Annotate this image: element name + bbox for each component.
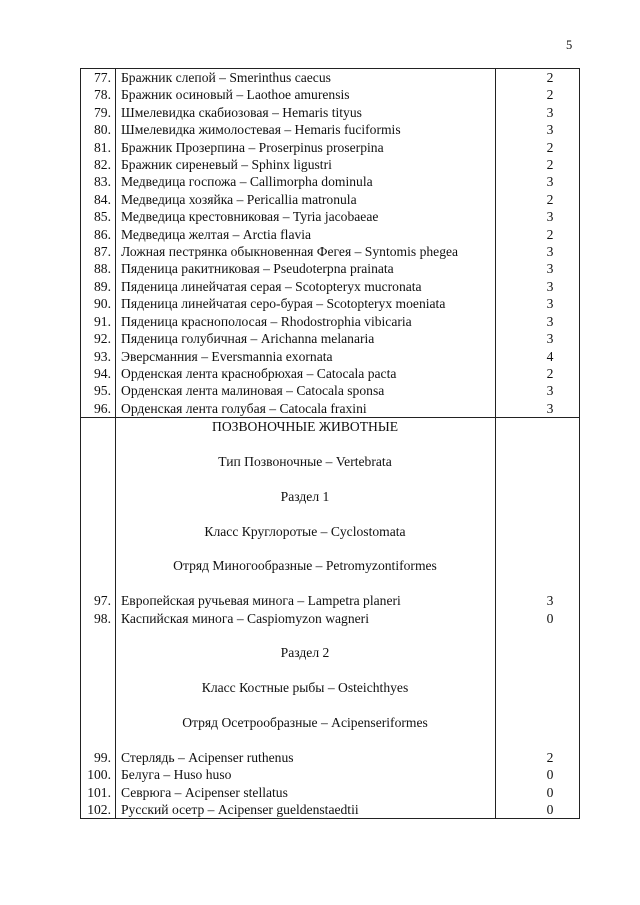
order-petromyzontiformes-heading: Отряд Миногообразные – Petromyzontiformes: [173, 558, 437, 574]
table-row: [81, 348, 579, 365]
vertebrates-title: ПОЗВОНОЧНЫЕ ЖИВОТНЫЕ: [212, 419, 398, 435]
row-number: 78.: [94, 87, 111, 103]
table-row: [81, 104, 579, 121]
row-number: 94.: [94, 365, 111, 381]
row-number: 100.: [87, 767, 111, 783]
category-value: 4: [546, 348, 554, 364]
row-number: 77.: [94, 70, 111, 85]
category-value: 3: [546, 261, 554, 277]
species-name: Бражник сиреневый – Sphinx ligustri: [121, 157, 332, 173]
species-name: Медведица хозяйка – Pericallia matronula: [121, 191, 357, 207]
species-name: Русский осетр – Acipenser gueldenstaedtii: [121, 801, 359, 817]
table-row: [81, 243, 579, 260]
table-row: [81, 610, 579, 627]
species-name: Бражник осиновый – Laothoe amurensis: [121, 87, 350, 103]
category-value: 2: [546, 749, 554, 765]
row-number: 89.: [94, 278, 111, 294]
class-cyclostomata-heading: Класс Круглоротые – Cyclostomata: [204, 523, 406, 539]
category-value: 3: [546, 400, 554, 416]
table-row: [81, 592, 579, 609]
row-number: 88.: [94, 261, 111, 277]
table-row: [81, 173, 579, 190]
category-value: 3: [546, 209, 554, 225]
species-name: Пяденица голубичная – Arichanna melanaria: [121, 331, 375, 347]
table-row: [81, 226, 579, 243]
table-row: [81, 330, 579, 347]
category-value: 2: [546, 70, 554, 85]
category-value: 3: [546, 122, 554, 138]
species-name: Медведица желтая – Arctia flavia: [121, 226, 312, 242]
row-number: 81.: [94, 139, 111, 155]
row-number: 90.: [94, 296, 111, 312]
table-row: [81, 121, 579, 138]
page-number: 5: [566, 38, 573, 52]
category-value: 3: [546, 593, 554, 609]
species-name: Пяденица линейчатая серо-бурая – Scotopteryx moeniata: [121, 296, 446, 312]
species-name: Медведица крестовниковая – Tyria jacobaeae: [121, 209, 379, 225]
row-number: 102.: [87, 801, 111, 817]
row-number: 86.: [94, 226, 111, 242]
category-value: 0: [546, 801, 554, 817]
species-name: Пяденица краснополосая – Rhodostrophia vibicaria: [121, 313, 412, 329]
category-value: 3: [546, 278, 554, 294]
species-name: Белуга – Huso huso: [121, 767, 232, 783]
table-row: [81, 191, 579, 208]
row-number: 96.: [94, 400, 111, 416]
species-name: Пяденица линейчатая серая – Scotopteryx mucronata: [121, 278, 422, 294]
category-value: 3: [546, 383, 554, 399]
species-name: Бражник слепой – Smerinthus caecus: [121, 70, 331, 85]
row-number: 95.: [94, 383, 111, 399]
category-value: 0: [546, 610, 554, 626]
category-value: 3: [546, 313, 554, 329]
table-row: [81, 278, 579, 295]
category-value: 2: [546, 157, 554, 173]
column-divider-number: [115, 69, 116, 417]
section-1-heading: Раздел 1: [280, 488, 330, 504]
order-acipenseriformes-heading: Отряд Осетрообразные – Acipenseriformes: [182, 714, 428, 730]
column-divider-number: [115, 418, 116, 818]
row-number: 80.: [94, 122, 111, 138]
species-name: Орденская лента краснобрюхая – Catocala pacta: [121, 365, 397, 381]
table-row: [81, 260, 579, 277]
table-row: [81, 208, 579, 225]
table-row: [81, 749, 579, 766]
row-number: 92.: [94, 331, 111, 347]
species-name: Европейская ручьевая минога – Lampetra planeri: [121, 593, 401, 609]
species-name: Бражник Прозерпина – Proserpinus proserpina: [121, 139, 384, 155]
table-row: [81, 69, 579, 86]
species-name: Каспийская минога – Caspiomyzon wagneri: [121, 610, 369, 626]
row-number: 93.: [94, 348, 111, 364]
species-name: Шмелевидка жимолостевая – Hemaris fuciformis: [121, 122, 401, 138]
row-number: 97.: [94, 593, 111, 609]
class-osteichthyes-heading: Класс Костные рыбы – Osteichthyes: [201, 680, 409, 696]
category-value: 2: [546, 139, 554, 155]
category-value: 3: [546, 104, 554, 120]
species-name: Шмелевидка скабиозовая – Hemaris tityus: [121, 104, 362, 120]
table-row: [81, 156, 579, 173]
table-row: [81, 86, 579, 103]
category-value: 3: [546, 174, 554, 190]
category-value: 0: [546, 784, 554, 800]
species-name: Севрюга – Acipenser stellatus: [121, 784, 288, 800]
table-row: [81, 400, 579, 417]
row-number: 79.: [94, 104, 111, 120]
category-value: 2: [546, 365, 554, 381]
row-number: 91.: [94, 313, 111, 329]
species-name: Ложная пестрянка обыкновенная Фегея – Syntomis phegea: [121, 244, 459, 260]
vertebrates-block: [81, 418, 579, 818]
species-name: Орденская лента малиновая – Catocala sponsa: [121, 383, 385, 399]
table-row: [81, 801, 579, 818]
table-row: [81, 382, 579, 399]
species-name: Пяденица ракитниковая – Pseudoterpna prainata: [121, 261, 394, 277]
category-value: 2: [546, 191, 554, 207]
table-row: [81, 139, 579, 156]
lamprey-rows: [81, 592, 579, 627]
column-divider-category: [495, 69, 496, 417]
column-divider-category: [495, 418, 496, 818]
row-number: 101.: [87, 784, 111, 800]
row-number: 85.: [94, 209, 111, 225]
row-number: 98.: [94, 610, 111, 626]
category-value: 2: [546, 87, 554, 103]
insects-block: [81, 69, 579, 418]
species-name: Эверсманния – Eversmannia exornata: [121, 348, 333, 364]
row-number: 83.: [94, 174, 111, 190]
table-row: [81, 365, 579, 382]
row-number: 99.: [94, 749, 111, 765]
species-table: [80, 68, 580, 819]
row-number: 84.: [94, 191, 111, 207]
table-row: [81, 313, 579, 330]
category-value: 3: [546, 296, 554, 312]
species-name: Орденская лента голубая – Catocala fraxini: [121, 400, 367, 416]
category-value: 2: [546, 226, 554, 242]
insect-rows: [81, 69, 579, 417]
sturgeon-rows: [81, 749, 579, 819]
row-number: 82.: [94, 157, 111, 173]
category-value: 0: [546, 767, 554, 783]
section-2-heading: Раздел 2: [280, 645, 330, 661]
category-value: 3: [546, 244, 554, 260]
table-row: [81, 784, 579, 801]
species-name: Стерлядь – Acipenser ruthenus: [121, 749, 294, 765]
table-row: [81, 295, 579, 312]
row-number: 87.: [94, 244, 111, 260]
phylum-heading: Тип Позвоночные – Vertebrata: [218, 453, 392, 469]
species-name: Медведица госпожа – Callimorpha dominula: [121, 174, 373, 190]
category-value: 3: [546, 331, 554, 347]
table-row: [81, 766, 579, 783]
